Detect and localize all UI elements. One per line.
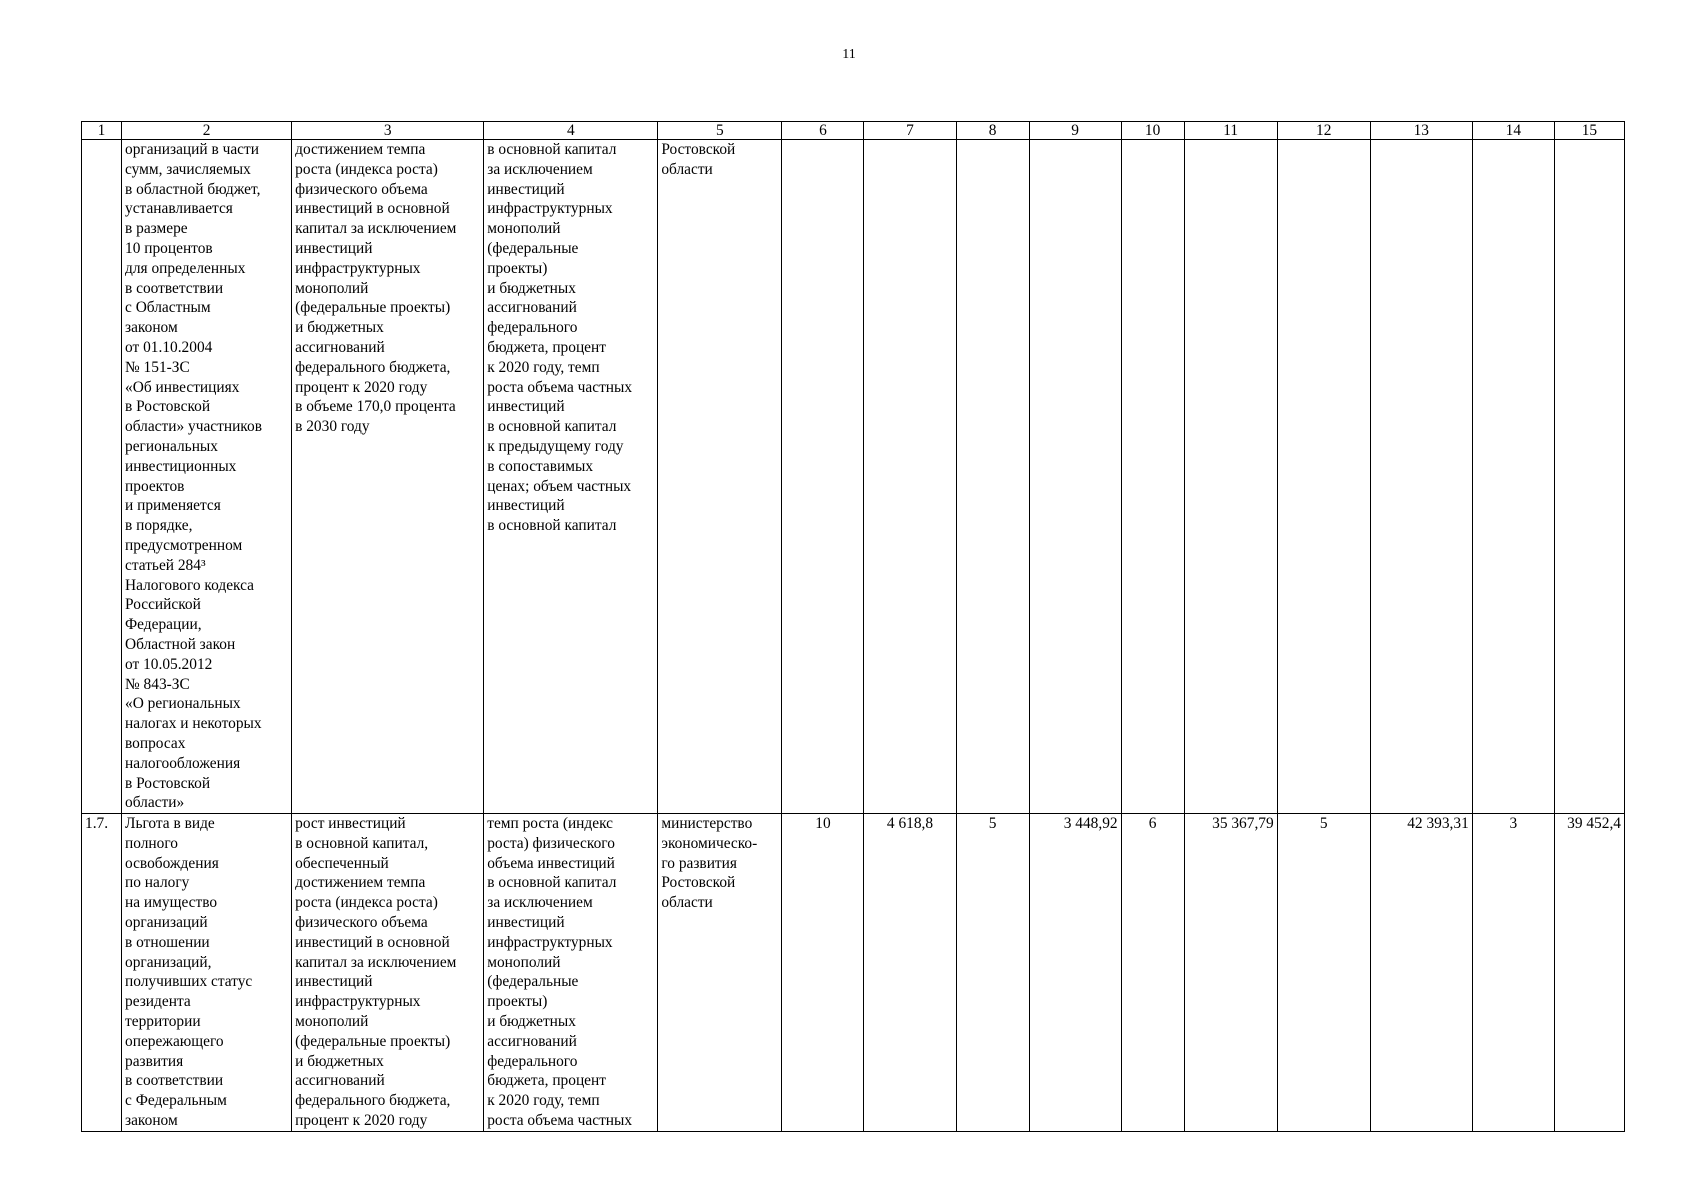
responsible-body-cell: Ростовской области: [658, 140, 782, 814]
table-row-1-7: [82, 814, 1625, 1132]
empty-cell: [864, 140, 956, 814]
column-header: 5: [658, 122, 782, 140]
empty-cell: [1121, 140, 1184, 814]
empty-cell: [1184, 140, 1277, 814]
data-table: [81, 121, 1625, 1132]
page-number: 11: [842, 47, 856, 62]
indicator-name-cell: в основной капитал за исключением инвестиций инфраструктурных монополий (федеральные проекты) и бюджетных ассигнований федерального бюджета, процент к 2020 году, темп роста объема частных инвестиций в основной капитал к предыдущему году в сопоставимых ценах; объем частных инвестиций в основной капитал: [484, 140, 658, 814]
empty-cell: [1554, 140, 1624, 814]
value-cell: 5: [1277, 814, 1370, 1132]
benefit-description-cell: организаций в части сумм, зачисляемых в областной бюджет, устанавливается в размере 10 процентов для определенных в соответствии с Областным законом от 01.10.2004 № 151-ЗС «Об инвестициях в Ростовской области» участников региональных инвестиционных проектов и применяется в порядке, предусмотренном статьей 284³ Налогового кодекса Российской Федерации, Областной закон от 10.05.2012 № 843-ЗС «О региональных налогах и некоторых вопросах налогообложения в Ростовской области»: [122, 140, 292, 814]
value-cell: 6: [1121, 814, 1184, 1132]
column-header: 11: [1184, 122, 1277, 140]
column-header: 9: [1029, 122, 1121, 140]
table-row-continuation: [82, 140, 1625, 814]
column-header: 2: [122, 122, 292, 140]
value-cell: 42 393,31: [1370, 814, 1472, 1132]
target-indicator-cell: рост инвестиций в основной капитал, обеспеченный достижением темпа роста (индекса роста) физического объема инвестиций в основной капитал за исключением инвестиций инфраструктурных монополий (федеральные проекты) и бюджетных ассигнований федерального бюджета, процент к 2020 году: [292, 814, 484, 1132]
column-header: 12: [1277, 122, 1370, 140]
column-header: 7: [864, 122, 956, 140]
responsible-body-cell: министерство экономическо- го развития Ростовской области: [658, 814, 782, 1132]
value-cell: 5: [956, 814, 1029, 1132]
value-cell: 3: [1472, 814, 1554, 1132]
column-number-header-row: [82, 122, 1625, 140]
empty-cell: [1370, 140, 1472, 814]
empty-cell: [1029, 140, 1121, 814]
value-cell: 10: [782, 814, 864, 1132]
row-number-cell: [82, 140, 122, 814]
value-cell: 3 448,92: [1029, 814, 1121, 1132]
column-header: 1: [82, 122, 122, 140]
value-cell: 35 367,79: [1184, 814, 1277, 1132]
row-number-cell: 1.7.: [82, 814, 122, 1132]
column-header: 8: [956, 122, 1029, 140]
target-indicator-cell: достижением темпа роста (индекса роста) физического объема инвестиций в основной капитал за исключением инвестиций инфраструктурных монополий (федеральные проекты) и бюджетных ассигнований федерального бюджета, процент к 2020 году в объеме 170,0 процента в 2030 году: [292, 140, 484, 814]
column-header: 6: [782, 122, 864, 140]
empty-cell: [956, 140, 1029, 814]
column-header: 15: [1554, 122, 1624, 140]
empty-cell: [782, 140, 864, 814]
indicator-name-cell: темп роста (индекс роста) физического объема инвестиций в основной капитал за исключением инвестиций инфраструктурных монополий (федеральные проекты) и бюджетных ассигнований федерального бюджета, процент к 2020 году, темп роста объема частных: [484, 814, 658, 1132]
column-header: 14: [1472, 122, 1554, 140]
empty-cell: [1277, 140, 1370, 814]
empty-cell: [1472, 140, 1554, 814]
value-cell: 4 618,8: [864, 814, 956, 1132]
column-header: 10: [1121, 122, 1184, 140]
benefit-description-cell: Льгота в виде полного освобождения по налогу на имущество организаций в отношении организаций, получивших статус резидента территории опережающего развития в соответствии с Федеральным законом: [122, 814, 292, 1132]
column-header: 13: [1370, 122, 1472, 140]
column-header: 4: [484, 122, 658, 140]
value-cell: 39 452,4: [1554, 814, 1624, 1132]
column-header: 3: [292, 122, 484, 140]
